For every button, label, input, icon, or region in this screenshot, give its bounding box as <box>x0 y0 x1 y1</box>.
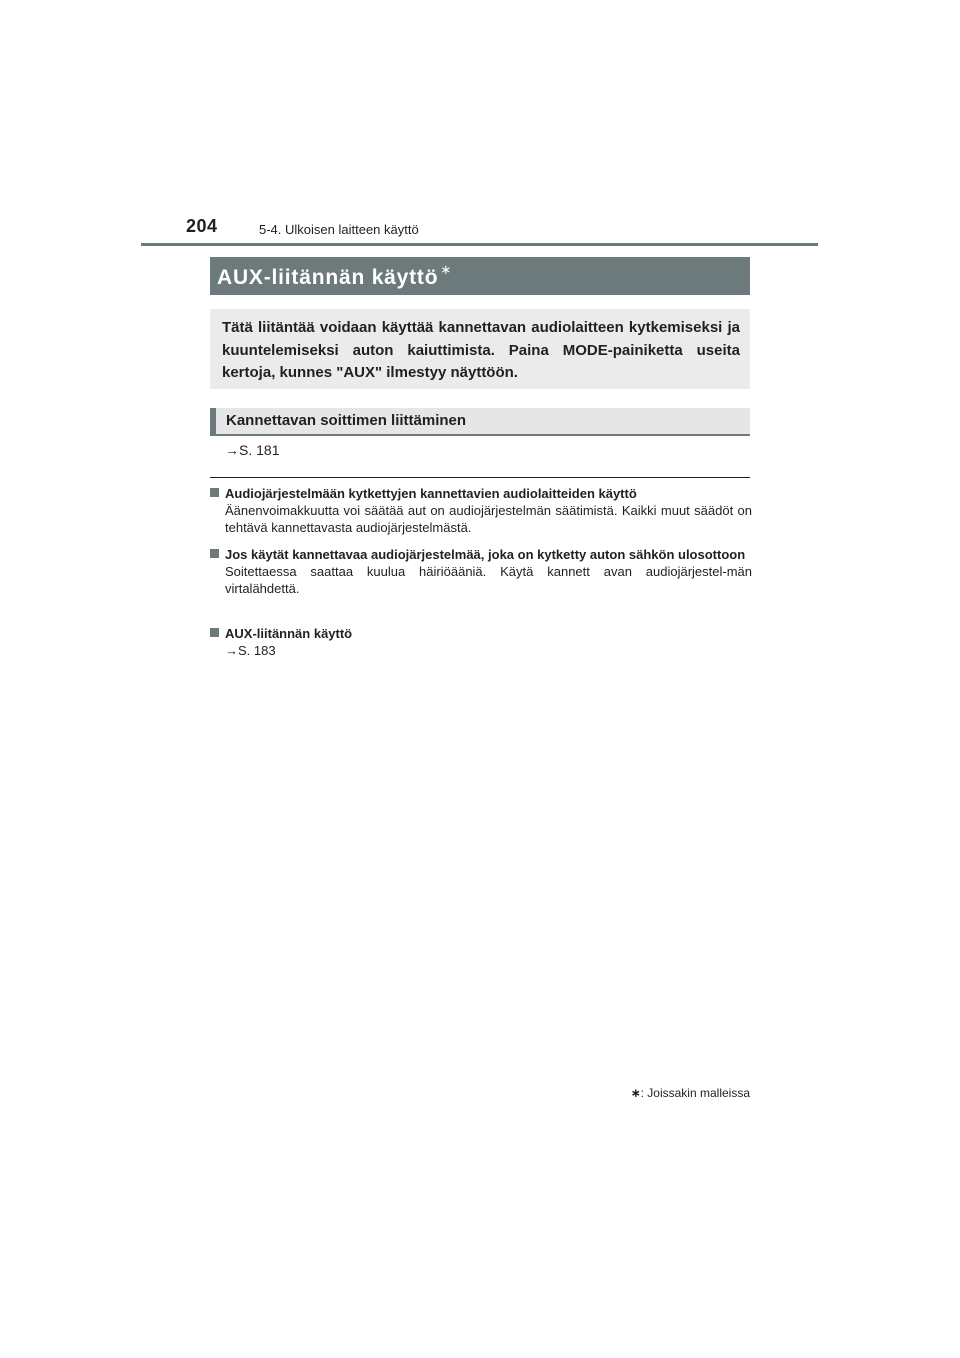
main-title-text: AUX-liitännän käyttö <box>217 266 439 289</box>
note-body: Soitettaessa saattaa kuulua häiriöääniä. Käytä kannett avan audiojärjestel-män virtalähdettä. <box>225 564 752 596</box>
square-bullet-icon <box>210 549 219 558</box>
square-bullet-icon <box>210 628 219 637</box>
note-body: Äänenvoimakkuutta voi säätää aut on audiojärjestelmän säätimistä. Kaikki muut säädöt on tehtävä kannettavasta audiojärjestelmästä. <box>225 503 752 535</box>
note-heading-text: Jos käytät kannettavaa audiojärjestelmää, joka on kytketty auton sähkön ulosottoon <box>225 547 746 562</box>
main-title-bar <box>210 257 750 295</box>
note-heading <box>210 485 752 502</box>
footnote-asterisk: ∗ <box>630 1086 641 1100</box>
square-bullet-icon <box>210 488 219 497</box>
main-title <box>217 262 452 290</box>
note-heading-text: Audiojärjestelmään kytkettyjen kannettavien audiolaitteiden käyttö <box>225 486 637 501</box>
section-label: 5-4. Ulkoisen laitteen käyttö <box>259 222 419 237</box>
note-item <box>210 625 752 659</box>
asterisk-mark: ∗ <box>440 262 453 277</box>
note-item <box>210 485 752 536</box>
page-number: 204 <box>186 216 218 236</box>
page-reference-link[interactable]: →S. 181 <box>225 442 280 458</box>
subsection-heading-bar <box>210 408 750 436</box>
notes-divider <box>210 477 750 478</box>
note-item <box>210 546 752 597</box>
subsection-title: Kannettavan soittimen liittäminen <box>226 412 467 429</box>
intro-box <box>210 309 750 389</box>
footnote <box>631 1086 750 1100</box>
subsection-accent <box>210 408 216 434</box>
header-divider <box>141 243 818 246</box>
footnote-text: : Joissakin malleissa <box>640 1086 750 1100</box>
note-heading <box>210 625 752 642</box>
note-heading <box>210 546 752 563</box>
note-heading-text: AUX-liitännän käyttö <box>225 626 353 641</box>
intro-text: Tätä liitäntää voidaan käyttää kannettavan audiolaitteen kytkemiseksi ja kuuntelemiseksi auton kaiuttimista. Paina MODE-painiketta useita kertoja, kunnes "AUX" ilmestyy näyttöön. <box>222 319 740 381</box>
page-reference-link[interactable]: →S. 183 <box>225 643 276 658</box>
